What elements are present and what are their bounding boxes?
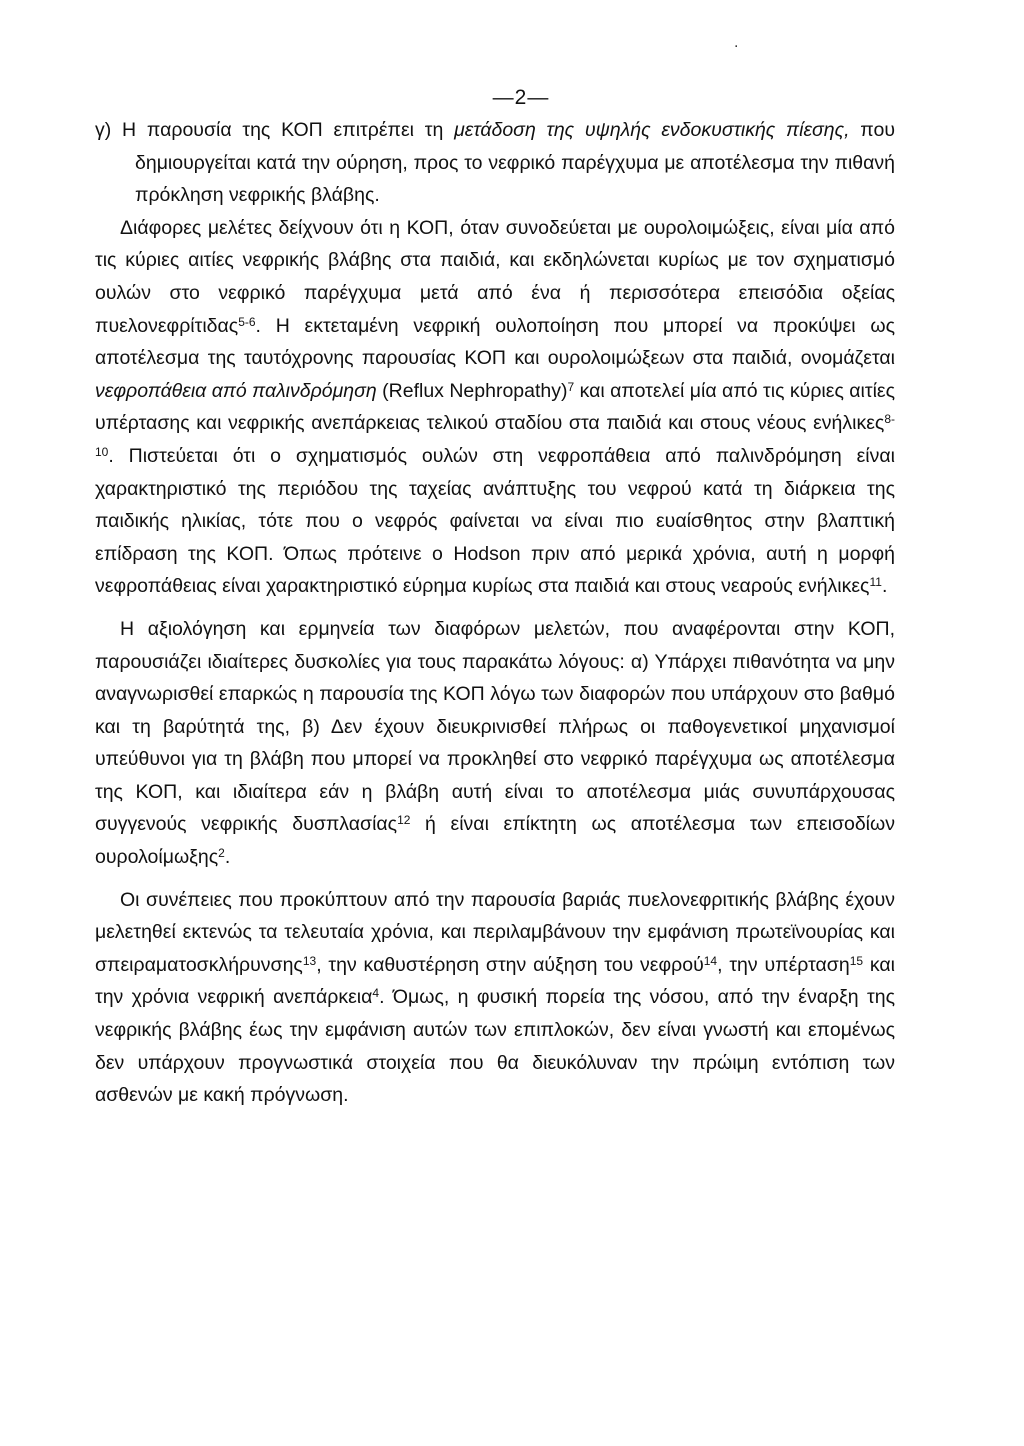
text-run: και την χρόνια νεφρική ανεπάρκεια (95, 953, 895, 1009)
page-number: —2— (492, 86, 550, 109)
text-run: , την καθυστέρηση στην αύξηση του νεφρού (316, 953, 704, 976)
text-run: . Η εκτεταμένη νεφρική ουλοποίηση που μπορεί να προκύψει ως αποτέλεσμα της ταυτόχρονης παρουσίας ΚΟΠ και ουρολοιμώξεων στα παιδιά, ονομάζεται (95, 314, 895, 370)
paragraph-3 (95, 884, 895, 1112)
text-run: ή είναι επίκτητη ως αποτέλεσμα των επεισοδίων ουρολοίμωξης (95, 813, 895, 869)
reference-superscript: 8-10 (95, 412, 895, 459)
reference-superscript: 5-6 (238, 314, 256, 329)
reference-superscript: 13 (302, 953, 317, 968)
text-run: Οι συνέπειες που προκύπτουν από την παρουσία βαριάς πυελονεφριτικής βλάβης έχουν μελετηθεί εκτενώς τα τελευταία χρόνια, και περιλαμβάνουν την εμφάνιση πρωτεϊνουρίας και σπειραματοσκλήρυνσης (95, 888, 895, 976)
reference-superscript: 4 (372, 986, 380, 1001)
paragraph-1 (95, 212, 895, 603)
text-run: Η παρουσία της ΚΟΠ επιτρέπει τη (122, 119, 455, 141)
list-item-gamma (95, 114, 895, 212)
text-run: , την υπέρταση (717, 953, 850, 976)
reference-superscript: 2 (218, 846, 225, 861)
text-run: (Reflux Nephropathy) (376, 379, 568, 402)
text-run: . (881, 575, 888, 598)
italic-term: μετάδοση της υψηλής ενδοκυστικής πίεσης, (454, 119, 850, 141)
reference-superscript: 14 (703, 953, 718, 968)
text-run: Η αξιολόγηση και ερμηνεία των διαφόρων μελετών, που αναφέρονται στην ΚΟΠ, παρουσιάζει ιδιαίτερες δυσκολίες για τους παρακάτω λόγους: α) Υπάρχει πιθανότητα να μην αναγνωρισθεί επαρκώς η παρουσία της ΚΟΠ λόγω των διαφορών που υπάρχουν στο βαθμό και τη βαρύτητά της, β) Δεν έχουν διευκρινισθεί πλήρως οι παθογενετικοί μηχανισμοί υπεύθυνοι για τη βλάβη που μπορεί να προκληθεί στο νεφρικό παρέγχυμα ως αποτέλεσμα της ΚΟΠ, και ιδιαίτερα εάν η βλάβη αυτή είναι το αποτέλεσμα μιάς συνυπάρχουσας συγγενούς νεφρικής δυσπλασίας (95, 617, 895, 836)
document-body (95, 114, 895, 1112)
reference-superscript: 11 (869, 575, 882, 590)
list-item-label: γ) (95, 119, 123, 141)
text-run: Διάφορες μελέτες δείχνουν ότι η ΚΟΠ, όταν συνοδεύεται με ουρολοιμώξεις, είναι μία από τις κύριες αιτίες νεφρικής βλάβης στα παιδιά, και εκδηλώνεται κυρίως με τον σχηματισμό ουλών στο νεφρικό παρέγχυμα μετά από ένα ή περισσότερα επεισόδια οξείας πυελονεφρίτιδας (95, 216, 895, 337)
reference-superscript: 7 (567, 379, 575, 394)
italic-term: νεφροπάθεια από παλινδρόμηση (95, 379, 377, 402)
paragraph-2 (95, 613, 895, 874)
text-run: . (224, 846, 231, 869)
reference-superscript: 15 (849, 953, 864, 968)
text-run: και αποτελεί μία από τις κύριες αιτίες υπέρτασης και νεφρικής ανεπάρκειας τελικού σταδίου στα παιδιά και στους νέους ενήλικες (95, 379, 895, 435)
text-run: . Πιστεύεται ότι ο σχηματισμός ουλών στη νεφροπάθεια από παλινδρόμηση είναι χαρακτηριστικό της περιόδου της ταχείας ανάπτυξης του νεφρού κατά τη διάρκεια της παιδικής ηλικίας, τότε που ο νεφρός φαίνεται να είναι πιο ευαίσθητος στην βλαπτική επίδραση της ΚΟΠ. Όπως πρότεινε ο Hodson πριν από μερικά χρόνια, αυτή η μορφή νεφροπάθειας είναι χαρακτηριστικό εύρημα κυρίως στα παιδιά και στους νεαρούς ενήλικες (95, 444, 895, 598)
text-run: . Όμως, η φυσική πορεία της νόσου, από την έναρξη της νεφρικής βλάβης έως την εμφάνιση αυτών των επιπλοκών, δεν είναι γνωστή και επομένως δεν υπάρχουν προγνωστικά στοιχεία που θα διευκόλυναν την πρώιμη εντόπιση των ασθενών με κακή πρόγνωση. (95, 986, 895, 1107)
text-run: που δημιουργείται κατά την ούρηση, προς το νεφρικό παρέγχυμα με αποτέλεσμα την πιθανή πρόκληση νεφρικής βλάβης. (135, 119, 895, 207)
reference-superscript: 12 (397, 813, 411, 828)
stray-mark: . (734, 34, 739, 51)
